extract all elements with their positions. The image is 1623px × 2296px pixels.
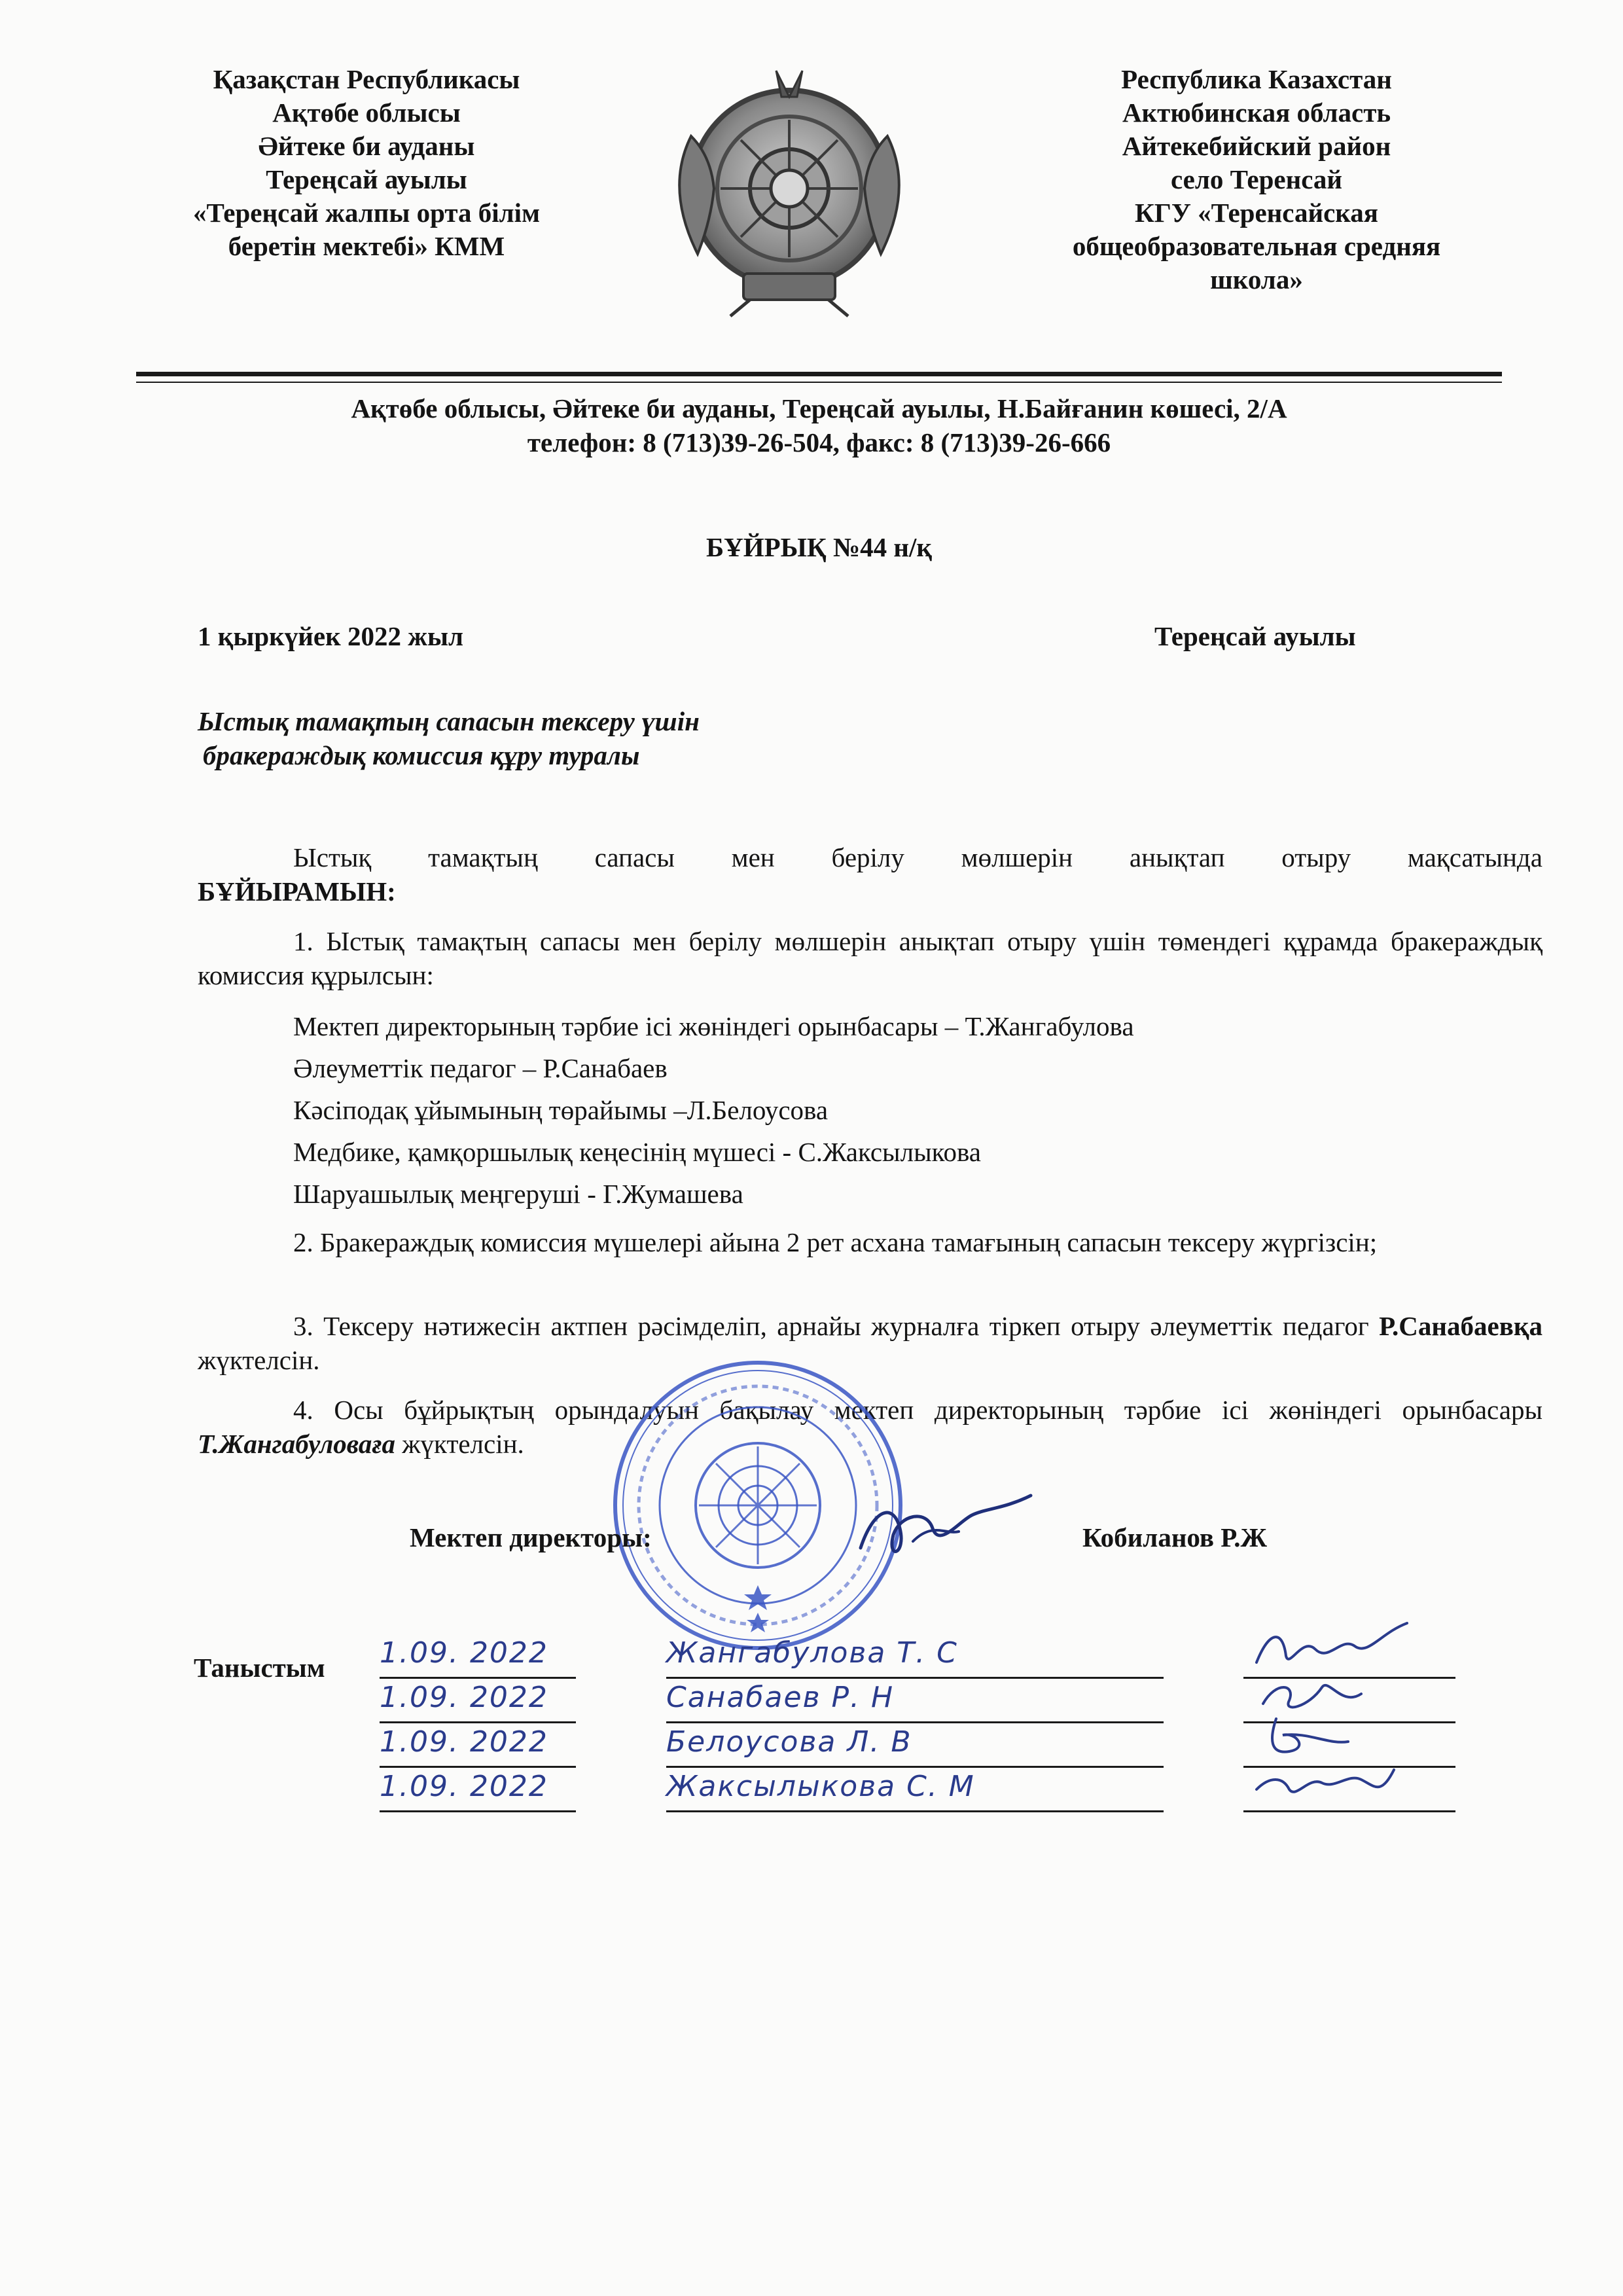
address-line: Ақтөбе облысы, Әйтеке би ауданы, Тереңсай ауылы, Н.Байғанин көшесі, 2/А (351, 393, 1287, 423)
acquaintance-row (0, 1770, 1623, 1822)
item-3-end: жүктелсін. (198, 1345, 320, 1375)
header-kz-line: Әйтеке би ауданы (258, 131, 475, 161)
ack-date: 1.09. 2022 (380, 1725, 576, 1768)
header-divider-thin (136, 382, 1502, 383)
order-place: Тереңсай ауылы (1154, 621, 1356, 651)
item-3-responsible: Р.Санабаевқа (1379, 1311, 1543, 1341)
acquaintance-label: Таныстым (194, 1653, 325, 1683)
header-kz-line: Ақтөбе облысы (272, 98, 461, 128)
header-ru-line: общеобразовательная средняя (1072, 231, 1441, 261)
ack-date: 1.09. 2022 (380, 1770, 576, 1812)
header-kz-line: Қазақстан Республикасы (213, 64, 520, 94)
header-ru-line: Актюбинская область (1122, 98, 1391, 128)
header-kz-line: Тереңсай ауылы (266, 164, 467, 194)
director-signature-icon (847, 1482, 1044, 1574)
commission-member: Кәсіподақ ұйымының төрайымы –Л.Белоусова (293, 1095, 829, 1125)
commission-member: Әлеуметтік педагог – Р.Санабаев (293, 1053, 668, 1083)
header-ru-block (969, 63, 1544, 296)
header-ru-line: село Теренсай (1170, 164, 1343, 194)
commission-member: Медбике, қамқоршылық кеңесінің мүшесі - С.Жаксылыкова (293, 1137, 981, 1167)
commission-member: Шаруашылық меңгеруші - Г.Жумашева (293, 1179, 743, 1209)
order-date: 1 қыркүйек 2022 жыл (198, 621, 463, 651)
header-divider-thick (136, 372, 1502, 376)
ack-date: 1.09. 2022 (380, 1681, 576, 1723)
header-ru-line: КГУ «Теренсайская (1135, 198, 1378, 228)
header-kz-block (118, 63, 615, 263)
ack-signature (1243, 1770, 1455, 1812)
header-kz-line: беретін мектебі» КММ (228, 231, 505, 261)
address-block (136, 391, 1502, 459)
header-ru-line: Айтекебийский район (1122, 131, 1391, 161)
header-ru-line: Республика Казахстан (1121, 64, 1392, 94)
header-kz-line: «Тереңсай жалпы орта білім (192, 198, 541, 228)
director-title: Мектеп директоры: (410, 1522, 652, 1552)
commission-member: Мектеп директорының тәрбие ісі жөніндегі орынбасары – Т.Жангабулова (293, 1011, 1134, 1041)
ack-name: Белоусова Л. В (666, 1725, 1164, 1768)
header-ru-line: школа» (1210, 264, 1303, 295)
handwritten-signature-icon (1250, 1750, 1420, 1809)
ack-name: Жангабулова Т. С (666, 1636, 1164, 1679)
ack-date: 1.09. 2022 (380, 1636, 576, 1679)
order-subject (198, 704, 700, 772)
item-4-end: жүктелсін. (402, 1429, 524, 1459)
order-command: БҰЙЫРАМЫН: (198, 876, 396, 906)
director-name: Кобиланов Р.Ж (1082, 1522, 1268, 1552)
kazakhstan-state-emblem-icon (652, 58, 927, 319)
intro-paragraph (198, 840, 1543, 908)
order-title: БҰЙРЫҚ №44 н/қ (706, 532, 932, 562)
contact-line: телефон: 8 (713)39-26-504, факс: 8 (713)39-26-666 (527, 427, 1111, 457)
item-4-responsible: Т.Жангабуловаға (198, 1429, 395, 1459)
subject-line: Ыстық тамақтың сапасын тексеру үшін (198, 706, 700, 736)
item-4-text: 4. Осы бұйрықтың орындалуын бақылау мектеп директорының тәрбие ісі жөніндегі орынбасары (293, 1395, 1543, 1425)
ack-name: Санабаев Р. Н (666, 1681, 1164, 1723)
item-1: 1. Ыстық тамақтың сапасы мен берілу мөлшерін анықтап отыру үшін төмендегі құрамда бракераждық комиссия құрылсын: (198, 926, 1543, 990)
item-3-text: 3. Тексеру нәтижесін актпен рәсімделіп, арнайы журналға тіркеп отыру әлеуметтік педагог (293, 1311, 1369, 1341)
subject-line: бракераждық комиссия құру туралы (203, 740, 640, 770)
ack-name: Жаксылыкова С. М (666, 1770, 1164, 1812)
intro-text: Ыстық тамақтың сапасы мен берілу мөлшерін анықтап отыру мақсатында (293, 842, 1543, 872)
item-2: 2. Бракераждық комиссия мүшелері айына 2 рет асхана тамағының сапасын тексеру жүргізсін; (293, 1227, 1378, 1257)
